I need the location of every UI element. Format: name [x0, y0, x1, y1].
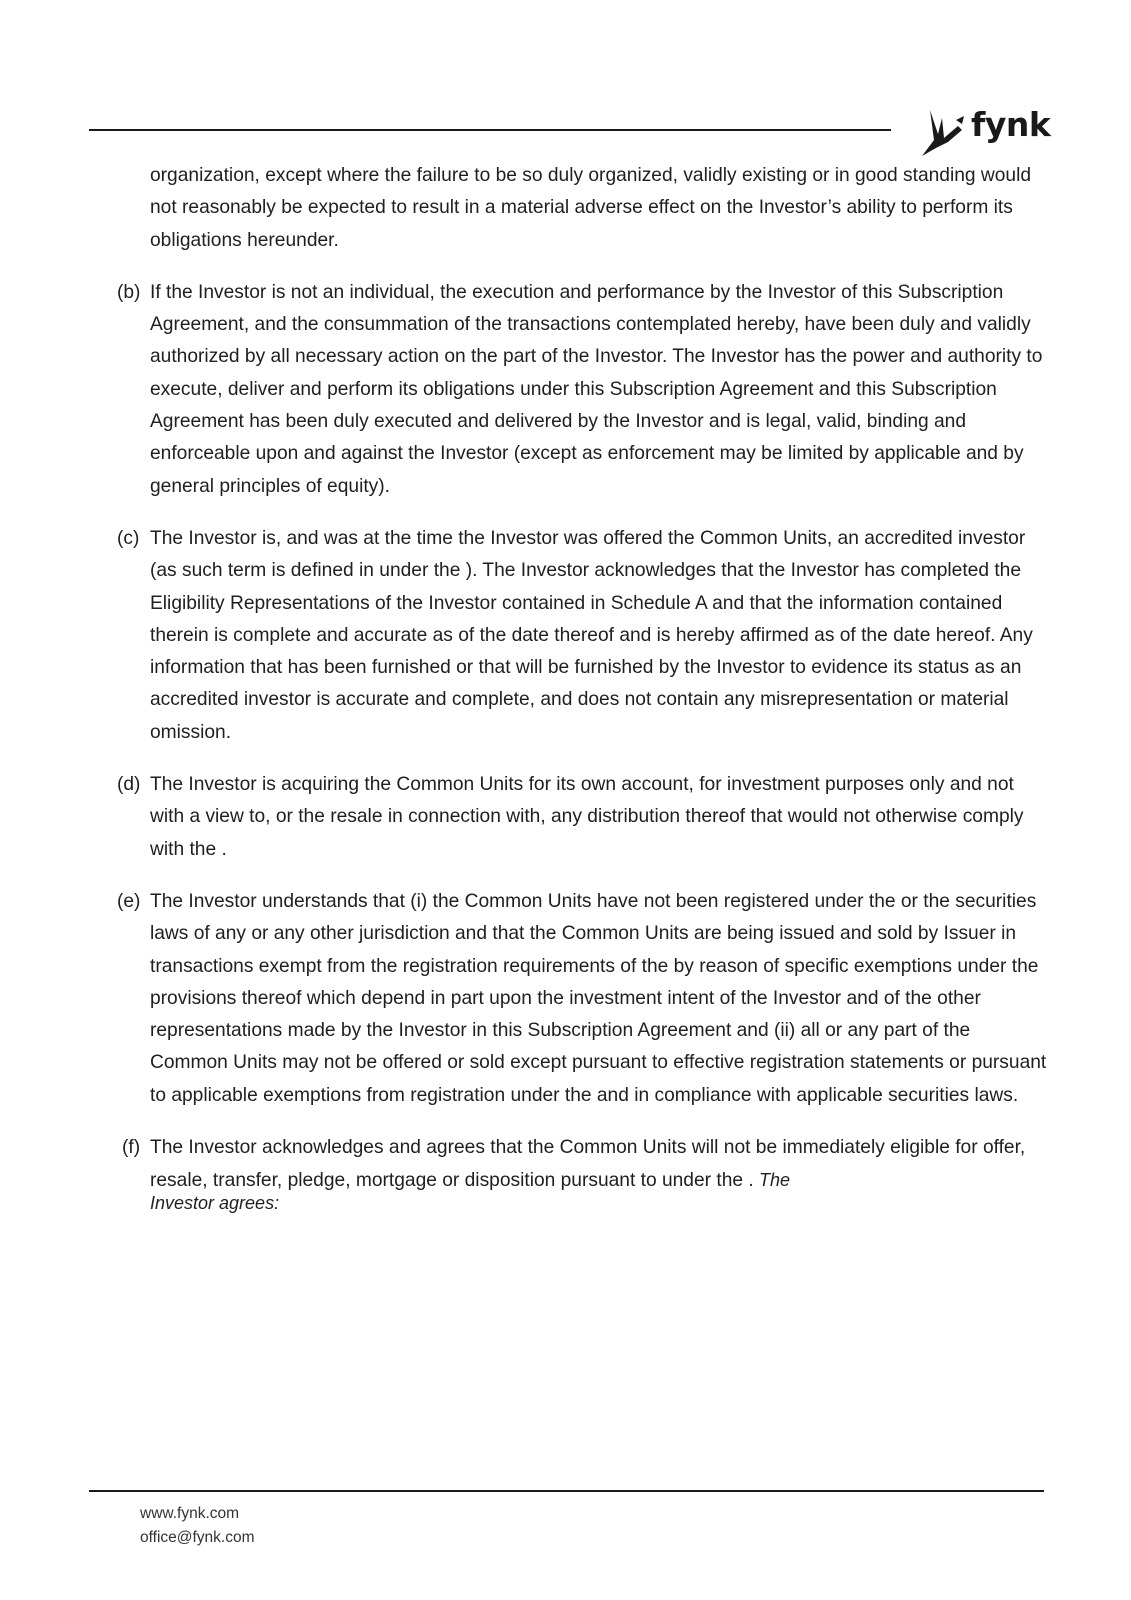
- header-rule: [89, 129, 891, 131]
- clause-text: The Investor is, and was at the time the Investor was offered the Common Units, an accredited investor (as such term is defined in under the ). The Investor acknowledges that the Investor has completed the Eligibility Representations of the Investor contained in Schedule A and that the information contained therein is complete and accurate as of the date thereof and is hereby affirmed as of the date hereof. Any information that has been furnished or that will be furnished by the Investor to evidence its status as an accredited investor is accurate and complete, and does not contain any misrepresentation or material omission.: [150, 527, 1033, 743]
- clause-b: [117, 277, 1047, 503]
- brand-name: fynk: [971, 105, 1051, 144]
- clause-marker: (e): [117, 890, 141, 912]
- clause-f: [117, 1132, 1047, 1214]
- clause-d: [117, 769, 1047, 866]
- clause-marker: (b): [117, 281, 141, 303]
- clause-c: [117, 523, 1047, 749]
- clause-italic-lead: The: [759, 1170, 791, 1191]
- document-body: [117, 160, 1047, 1234]
- continuation-paragraph: [117, 160, 1047, 257]
- clause-italic-tail: Investor agrees:: [150, 1192, 280, 1213]
- clause-text: The Investor acknowledges and agrees that the Common Units will not be immediately eligible for offer, resale, transfer, pledge, mortgage or disposition pursuant to under the .: [150, 1137, 1026, 1192]
- clause-text: The Investor understands that (i) the Common Units have not been registered under the or the securities laws of any or any other jurisdiction and that the Common Units are being issued and sold by Issuer in transactions exempt from the registration requirements of the by reason of specific exemptions under the provisions thereof which depend in part upon the investment intent of the Investor and of the other representations made by the Investor in this Subscription Agreement and (ii) all or any part of the Common Units may not be offered or sold except pursuant to effective registration statements or pursuant to applicable exemptions from registration under the and in compliance with applicable securities laws.: [150, 890, 1047, 1106]
- footer-website[interactable]: www.fynk.com: [140, 1505, 240, 1522]
- footer-email[interactable]: office@fynk.com: [140, 1529, 255, 1546]
- clause-text: The Investor is acquiring the Common Units for its own account, for investment purposes only and not with a view to, or the resale in connection with, any distribution thereof that would not otherwise comply with the .: [150, 774, 1024, 860]
- clause-marker: (d): [117, 774, 141, 796]
- clause-e: [117, 886, 1047, 1112]
- footer-rule: [89, 1490, 1044, 1492]
- continuation-text: organization, except where the failure to be so duly organized, validly existing or in good standing would not reasonably be expected to result in a material adverse effect on the Investor’s ability to perform its obligations hereunder.: [150, 165, 1032, 251]
- brand-logo: [918, 104, 1051, 158]
- clause-text: If the Investor is not an individual, the execution and performance by the Investor of this Subscription Agreement, and the consummation of the transactions contemplated hereby, have been duly and validly authorized by all necessary action on the part of the Investor. The Investor has the power and authority to execute, deliver and perform its obligations under this Subscription Agreement and this Subscription Agreement has been duly executed and delivered by the Investor and is legal, valid, binding and enforceable upon and against the Investor (except as enforcement may be limited by applicable and by general principles of equity).: [150, 281, 1043, 497]
- clause-marker: (f): [122, 1137, 141, 1159]
- fynk-bird-icon: [918, 104, 970, 158]
- clause-marker: (c): [117, 527, 140, 549]
- footer: [140, 1502, 255, 1550]
